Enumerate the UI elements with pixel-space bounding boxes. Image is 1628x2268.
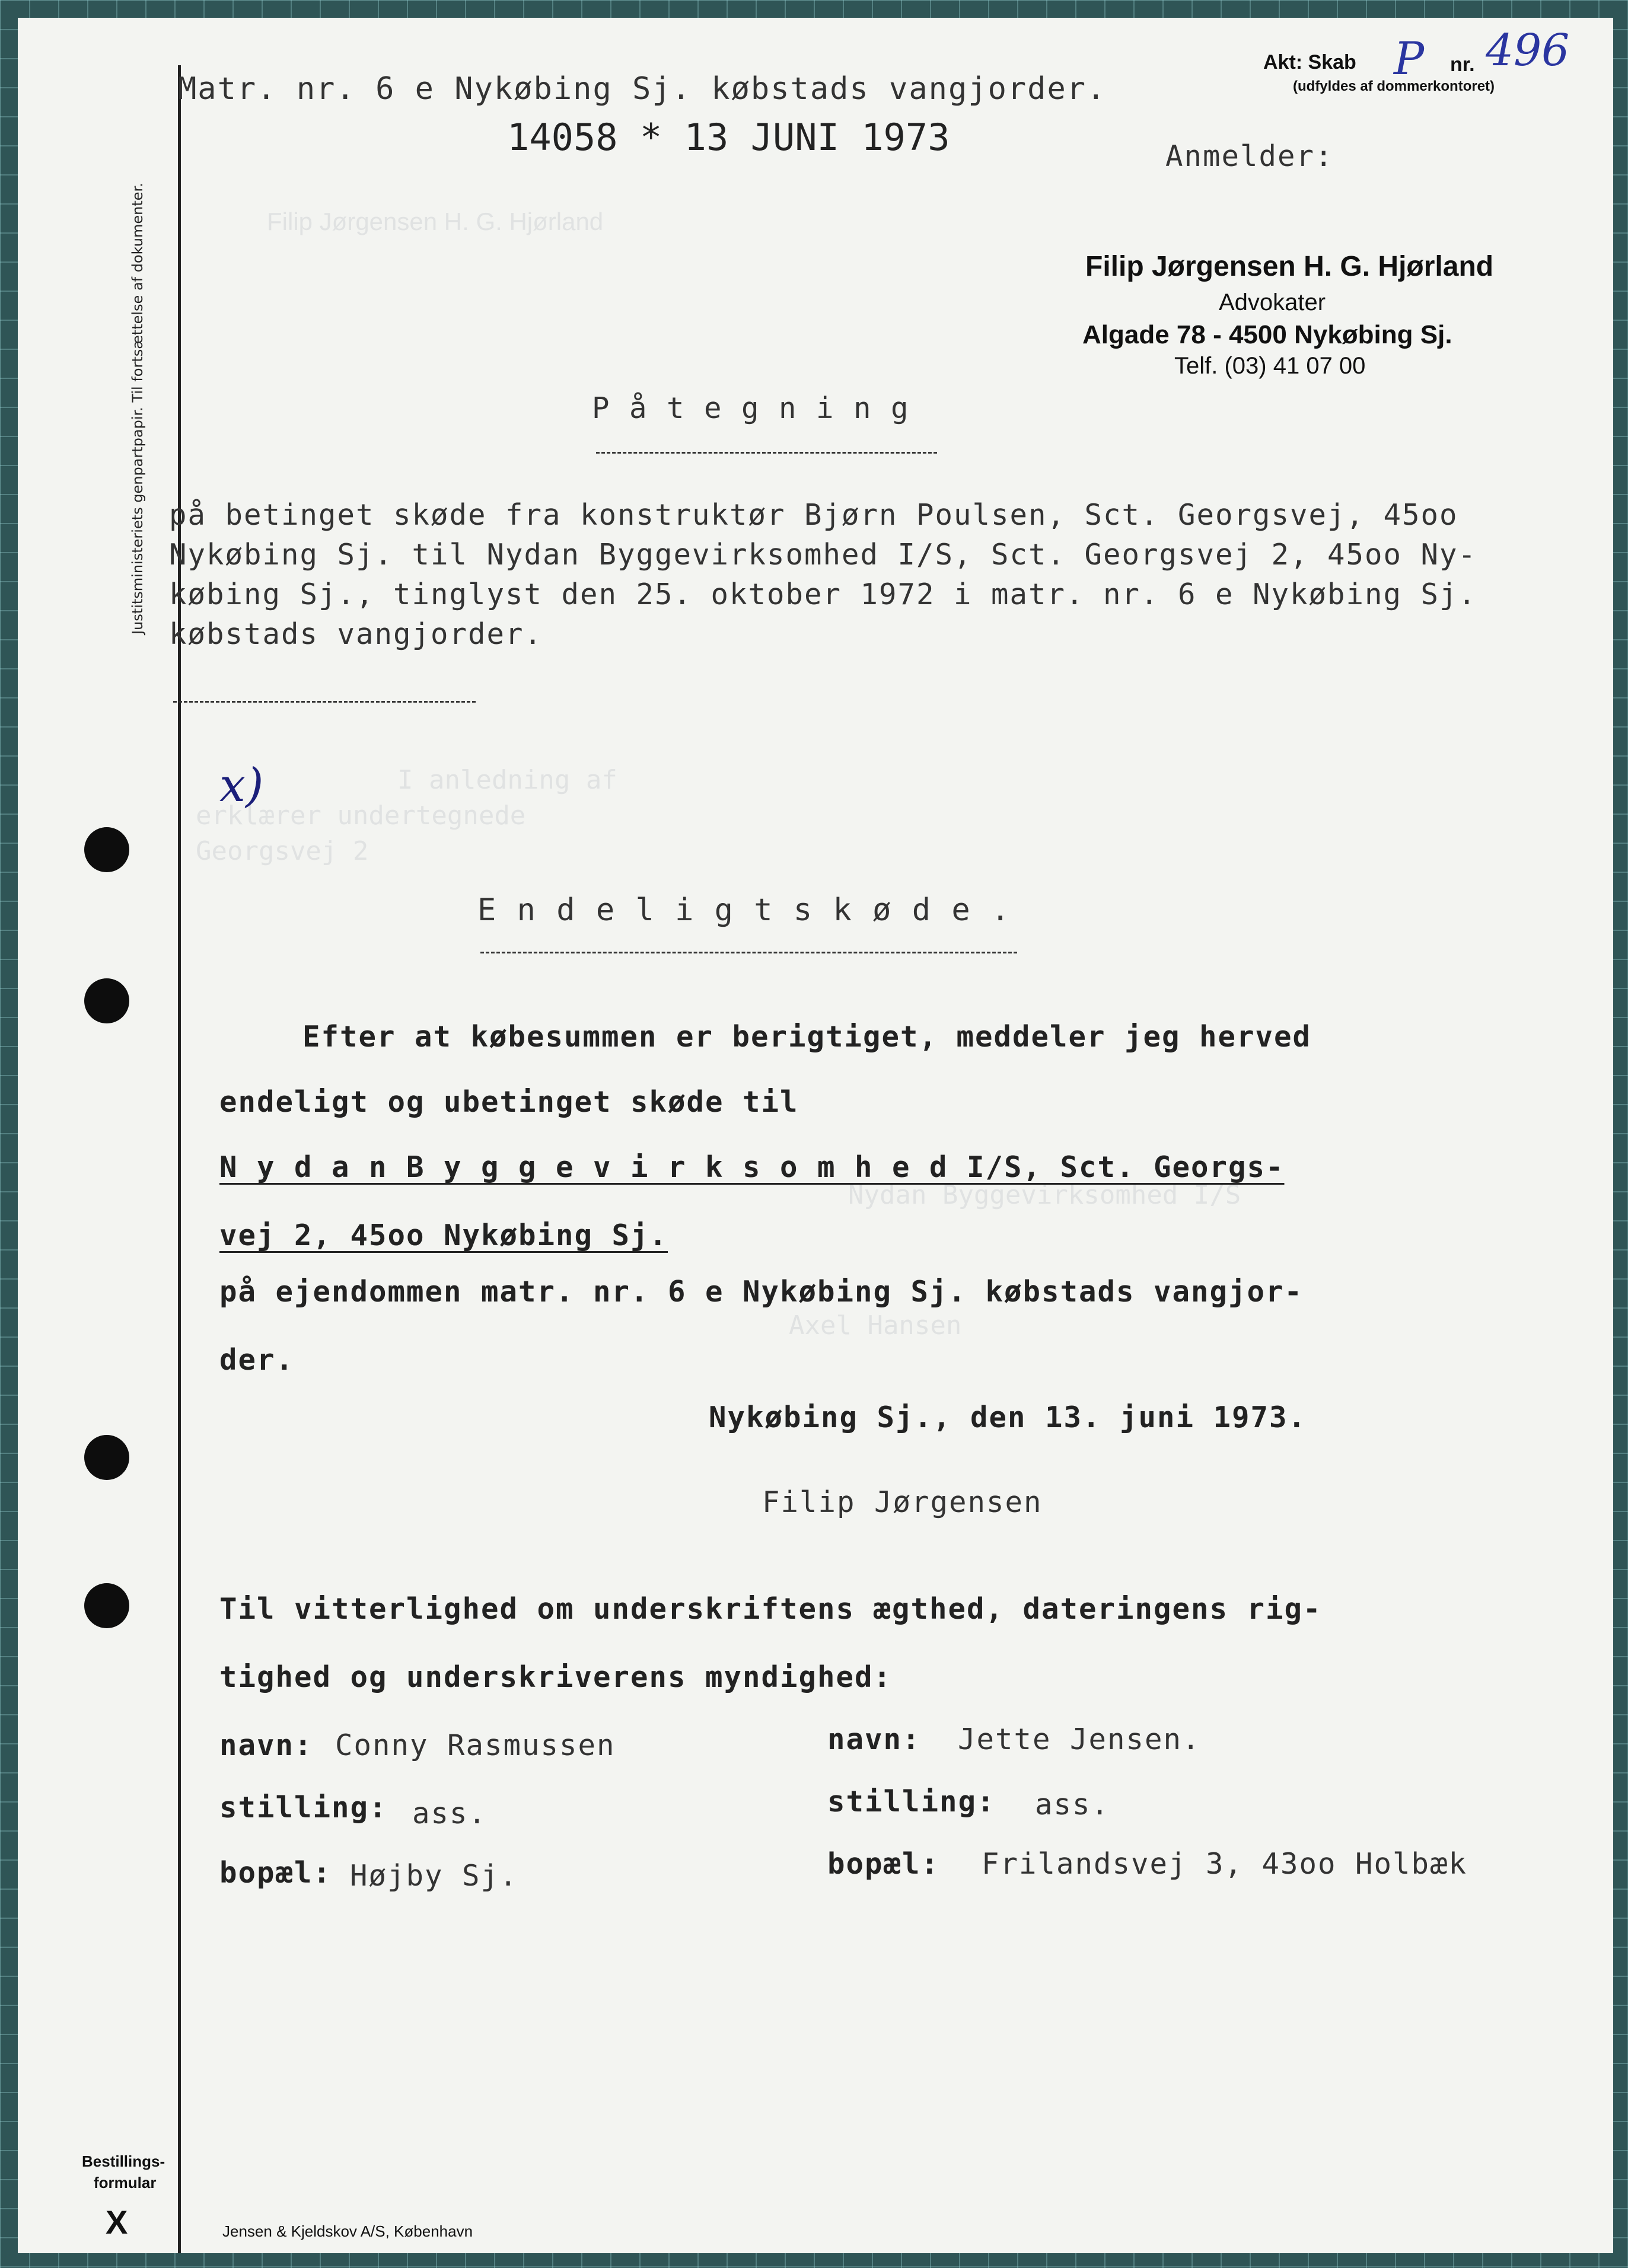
stilling-label: stilling: bbox=[219, 1791, 388, 1824]
punch-hole bbox=[84, 1583, 129, 1628]
punch-hole bbox=[84, 827, 129, 872]
order-mark: X bbox=[106, 2203, 128, 2241]
skode-title: E n d e l i g t s k ø d e . bbox=[477, 892, 1011, 928]
akt-label: Akt: Skab bbox=[1263, 51, 1356, 74]
pategning-line: Nykøbing Sj. til Nydan Byggevirksomhed I/S, Sct. Georgsvej 2, 45oo Ny- bbox=[169, 538, 1477, 572]
skode-body: Efter at købesummen er berigtiget, meddeler jeg herved bbox=[302, 1020, 1312, 1054]
firm-title: Advokater bbox=[1219, 289, 1326, 315]
receipt-stamp: 14058 * 13 JUNI 1973 bbox=[507, 116, 950, 159]
title-underline bbox=[596, 452, 937, 454]
paper-vertical-note: Justitsministeriets genpartpapir. Til fortsættelse af dokumenter. bbox=[129, 183, 146, 634]
stilling-label: stilling: bbox=[827, 1785, 996, 1819]
punch-hole bbox=[84, 1435, 129, 1480]
section-divider bbox=[173, 701, 476, 703]
recipient-line: N y d a n B y g g e v i r k s o m h e d I/S, Sct. Georgs- bbox=[219, 1150, 1285, 1184]
bleed-through: Axel Hansen bbox=[789, 1310, 962, 1341]
order-label: formular bbox=[94, 2174, 157, 2192]
witness-position: ass. bbox=[412, 1797, 488, 1830]
signer-name: Filip Jørgensen bbox=[762, 1485, 1043, 1519]
bleed-through: Filip Jørgensen H. G. Hjørland bbox=[267, 208, 604, 235]
bleed-through: erklærer undertegnede bbox=[196, 800, 526, 831]
akt-number: 496 bbox=[1486, 25, 1570, 76]
pategning-title: P å t e g n i n g bbox=[592, 391, 910, 425]
witness-position: ass. bbox=[1035, 1788, 1110, 1822]
property-line: på ejendommen matr. nr. 6 e Nykøbing Sj. købstads vangjor- bbox=[219, 1275, 1304, 1309]
akt-note: (udfyldes af dommerkontoret) bbox=[1293, 78, 1495, 94]
navn-label: navn: bbox=[827, 1722, 921, 1756]
skode-body: endeligt og ubetinget skøde til bbox=[219, 1085, 799, 1119]
firm-phone: Telf. (03) 41 07 00 bbox=[1174, 353, 1366, 379]
akt-letter: P bbox=[1394, 32, 1425, 85]
firm-name: Filip Jørgensen H. G. Hjørland bbox=[1085, 251, 1494, 282]
margin-mark: x) bbox=[219, 759, 264, 812]
anmelder-label: Anmelder: bbox=[1165, 139, 1334, 173]
bleed-through: I anledning af bbox=[397, 765, 617, 795]
bleed-through: Georgsvej 2 bbox=[196, 836, 369, 866]
document-page bbox=[18, 18, 1613, 2253]
witness-residence: Højby Sj. bbox=[350, 1859, 518, 1893]
witness-intro: Til vitterlighed om underskriftens ægthed, dateringens rig- bbox=[219, 1592, 1322, 1626]
punch-hole bbox=[84, 978, 129, 1023]
firm-address: Algade 78 - 4500 Nykøbing Sj. bbox=[1082, 320, 1452, 349]
pategning-line: købing Sj., tinglyst den 25. oktober 1972 i matr. nr. 6 e Nykøbing Sj. bbox=[169, 578, 1477, 611]
bopael-label: bopæl: bbox=[219, 1856, 332, 1890]
margin-line bbox=[178, 65, 181, 2253]
witness-name: Conny Rasmussen bbox=[335, 1728, 616, 1762]
witness-name: Jette Jensen. bbox=[958, 1722, 1201, 1756]
property-line: der. bbox=[219, 1343, 295, 1377]
bleed-through: Nydan Byggevirksomhed I/S bbox=[848, 1180, 1241, 1210]
akt-nr-label: nr. bbox=[1450, 53, 1475, 76]
witness-residence: Frilandsvej 3, 43oo Holbæk bbox=[982, 1847, 1468, 1881]
date-place: Nykøbing Sj., den 13. juni 1973. bbox=[709, 1401, 1307, 1434]
printer-credit: Jensen & Kjeldskov A/S, København bbox=[222, 2222, 473, 2240]
order-label: Bestillings- bbox=[82, 2152, 165, 2170]
pategning-line: købstads vangjorder. bbox=[169, 617, 543, 651]
bopael-label: bopæl: bbox=[827, 1847, 940, 1881]
witness-intro: tighed og underskriverens myndighed: bbox=[219, 1660, 893, 1694]
recipient-line: vej 2, 45oo Nykøbing Sj. bbox=[219, 1218, 668, 1252]
pategning-line: på betinget skøde fra konstruktør Bjørn Poulsen, Sct. Georgsvej, 45oo bbox=[169, 498, 1458, 532]
navn-label: navn: bbox=[219, 1728, 313, 1762]
skode-title-underline bbox=[480, 952, 1017, 953]
matrikel-line: Matr. nr. 6 e Nykøbing Sj. købstads vangjorder. bbox=[178, 71, 1107, 107]
